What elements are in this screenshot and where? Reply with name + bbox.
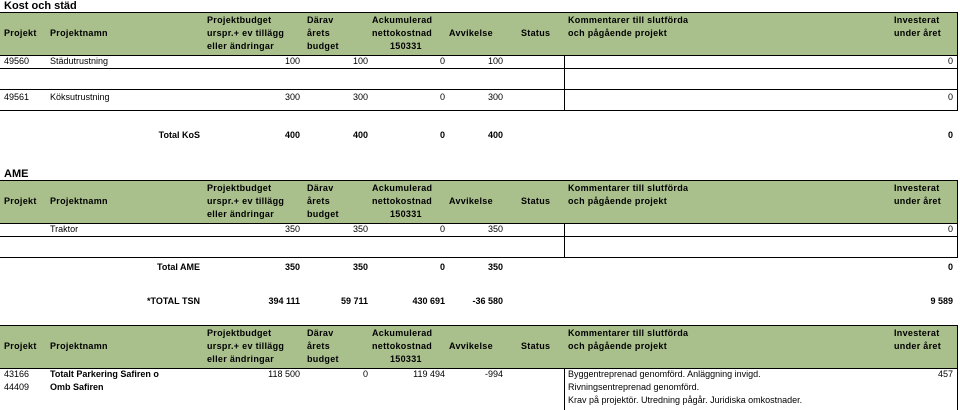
col-investerat-header: Investerat: [894, 183, 940, 193]
col-ack-header: 150331: [390, 354, 422, 364]
section-title-ame: AME: [4, 168, 29, 180]
divider: [0, 325, 958, 326]
cell-investerat: 0: [947, 224, 953, 234]
col-kommentar-header: och pågående projekt: [568, 196, 668, 206]
total-investerat: 0: [947, 262, 953, 272]
total-avvikelse: 400: [487, 130, 503, 140]
col-investerat-header: under året: [894, 196, 942, 206]
cell-projektnamn: Totalt Parkering Safiren o: [50, 369, 159, 379]
total-investerat: 0: [947, 130, 953, 140]
col-budget-header: eller ändringar: [207, 209, 275, 219]
col-darav-header: budget: [307, 354, 339, 364]
total-budget: 400: [284, 130, 300, 140]
col-budget-header: urspr.+ ev tillägg: [207, 341, 285, 351]
cell-investerat: 0: [947, 56, 953, 66]
col-projektnamn-header: Projektnamn: [50, 28, 108, 38]
col-darav-header: Därav: [307, 183, 334, 193]
col-budget-header: Projektbudget: [207, 328, 272, 338]
col-kommentar-header: Kommentarer till slutförda: [568, 183, 689, 193]
cell-darav: 300: [352, 92, 368, 102]
divider: [957, 180, 958, 257]
grand-total-investerat: 9 589: [930, 296, 953, 306]
col-ack-header: nettokostnad: [372, 196, 433, 206]
col-darav-header: budget: [307, 41, 339, 51]
cell-projektnamn: Traktor: [50, 224, 79, 234]
divider: [0, 236, 958, 237]
divider: [564, 368, 565, 410]
divider: [0, 12, 958, 13]
cell-projekt: 49560: [4, 56, 30, 66]
col-budget-header: Projektbudget: [207, 15, 272, 25]
col-ack-header: 150331: [390, 209, 422, 219]
col-avvikelse-header: Avvikelse: [449, 28, 493, 38]
cell-ack: 0: [439, 56, 445, 66]
divider: [0, 89, 958, 90]
cell-darav: 0: [362, 369, 368, 379]
cell-ack: 119 494: [413, 369, 445, 379]
cell-avvikelse: -994: [484, 369, 503, 379]
cell-budget: 100: [284, 56, 300, 66]
divider: [0, 110, 958, 111]
col-ack-header: Ackumulerad: [372, 183, 433, 193]
col-status-header: Status: [521, 196, 551, 206]
cell-darav: 100: [352, 56, 368, 66]
cell-projektnamn: Köksutrustning: [50, 92, 110, 102]
col-status-header: Status: [521, 341, 551, 351]
divider: [564, 223, 565, 257]
divider: [957, 12, 958, 110]
col-projekt-header: Projekt: [4, 28, 37, 38]
col-ack-header: nettokostnad: [372, 28, 433, 38]
total-budget: 350: [284, 262, 300, 272]
cell-avvikelse: 300: [487, 92, 503, 102]
divider: [0, 68, 958, 69]
col-budget-header: Projektbudget: [207, 183, 272, 193]
divider: [564, 55, 565, 110]
cell-darav: 350: [352, 224, 368, 234]
cell-kommentar: Byggentreprenad genomförd. Anläggning invigd.: [568, 369, 761, 379]
total-label: Total KoS: [158, 130, 200, 140]
col-projekt-header: Projekt: [4, 196, 37, 206]
total-darav: 350: [352, 262, 368, 272]
cell-projekt: 44409: [4, 382, 30, 392]
col-ack-header: Ackumulerad: [372, 15, 433, 25]
col-avvikelse-header: Avvikelse: [449, 196, 493, 206]
cell-budget: 350: [284, 224, 300, 234]
cell-investerat: 457: [937, 369, 953, 379]
grand-total-label: *TOTAL TSN: [146, 296, 200, 306]
col-projektnamn-header: Projektnamn: [50, 341, 108, 351]
cell-avvikelse: 350: [487, 224, 503, 234]
cell-ack: 0: [439, 224, 445, 234]
col-budget-header: eller ändringar: [207, 41, 275, 51]
cell-kommentar: Krav på projektör. Utredning pågår. Juridiska omkostnader.: [568, 395, 803, 405]
col-budget-header: eller ändringar: [207, 354, 275, 364]
col-projekt-header: Projekt: [4, 341, 37, 351]
col-darav-header: budget: [307, 209, 339, 219]
total-ack: 0: [439, 130, 445, 140]
col-darav-header: årets: [307, 196, 331, 206]
col-kommentar-header: Kommentarer till slutförda: [568, 328, 689, 338]
total-label: Total AME: [157, 262, 200, 272]
cell-projekt: 43166: [4, 369, 30, 379]
col-ack-header: Ackumulerad: [372, 328, 433, 338]
total-avvikelse: 350: [487, 262, 503, 272]
col-ack-header: nettokostnad: [372, 341, 433, 351]
cell-projektnamn: Omb Safiren: [50, 382, 104, 392]
col-darav-header: Därav: [307, 328, 334, 338]
grand-total-ack: 430 691: [412, 296, 445, 306]
divider: [0, 180, 958, 181]
divider: [957, 325, 958, 410]
cell-avvikelse: 100: [487, 56, 503, 66]
col-kommentar-header: Kommentarer till slutförda: [568, 15, 689, 25]
col-investerat-header: under året: [894, 341, 942, 351]
cell-budget: 300: [284, 92, 300, 102]
col-darav-header: årets: [307, 28, 331, 38]
grand-total-darav: 59 711: [340, 296, 368, 306]
section-title-kost: Kost och städ: [4, 0, 77, 12]
col-kommentar-header: och pågående projekt: [568, 341, 668, 351]
col-budget-header: urspr.+ ev tillägg: [207, 28, 285, 38]
col-status-header: Status: [521, 28, 551, 38]
cell-kommentar: Rivningsentreprenad genomförd.: [568, 382, 700, 392]
divider: [0, 257, 958, 258]
col-kommentar-header: och pågående projekt: [568, 28, 668, 38]
cell-investerat: 0: [947, 92, 953, 102]
col-budget-header: urspr.+ ev tillägg: [207, 196, 285, 206]
col-investerat-header: Investerat: [894, 328, 940, 338]
grand-total-budget: 394 111: [268, 296, 300, 306]
col-darav-header: Därav: [307, 15, 334, 25]
total-darav: 400: [352, 130, 368, 140]
col-projektnamn-header: Projektnamn: [50, 196, 108, 206]
total-ack: 0: [439, 262, 445, 272]
col-darav-header: årets: [307, 341, 331, 351]
col-investerat-header: Investerat: [894, 15, 940, 25]
cell-ack: 0: [439, 92, 445, 102]
col-avvikelse-header: Avvikelse: [449, 341, 493, 351]
col-investerat-header: under året: [894, 28, 942, 38]
cell-projekt: 49561: [4, 92, 30, 102]
col-ack-header: 150331: [390, 41, 422, 51]
grand-total-avvikelse: -36 580: [472, 296, 503, 306]
cell-projektnamn: Städutrustning: [50, 56, 109, 66]
cell-budget: 118 500: [268, 369, 300, 379]
